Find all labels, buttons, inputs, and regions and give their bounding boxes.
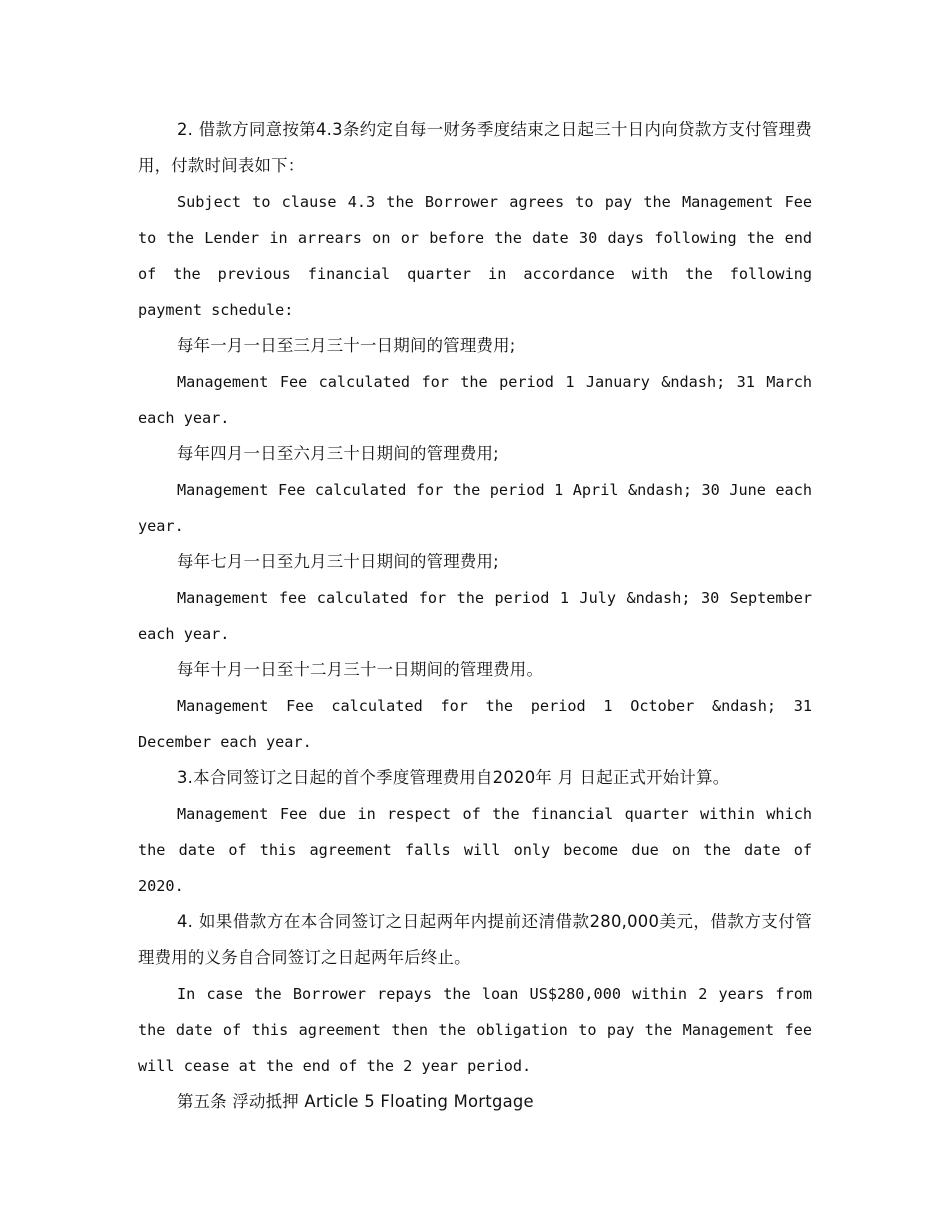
paragraph-en-q3: Management fee calculated for the period 1 July &ndash; 30 September each year. xyxy=(138,589,812,643)
paragraph-en-q2: Management Fee calculated for the period 1 April &ndash; 30 June each year. xyxy=(138,481,812,535)
paragraph-en-q1: Management Fee calculated for the period 1 January &ndash; 31 March each year. xyxy=(138,373,812,427)
paragraph-en-clause-3: Management Fee due in respect of the financial quarter within which the date of this agreement falls will only become due on the date of 2020. xyxy=(138,805,812,895)
paragraph-zh-q4: 每年十月一日至十二月三十一日期间的管理费用。 xyxy=(177,660,544,679)
paragraph-en-clause-4: In case the Borrower repays the loan US$280,000 within 2 years from the date of this agreement then the obligation to pay the Management fee will cease at the end of the 2 year period. xyxy=(138,985,812,1075)
paragraph-zh-q2: 每年四月一日至六月三十日期间的管理费用; xyxy=(177,444,499,463)
paragraph-zh-q3: 每年七月一日至九月三十日期间的管理费用; xyxy=(177,552,499,571)
article-5-heading: 第五条 浮动抵押 Article 5 Floating Mortgage xyxy=(177,1092,534,1111)
document-page xyxy=(138,112,812,1120)
paragraph-zh-clause-3: 3.本合同签订之日起的首个季度管理费用自2020年 月 日起正式开始计算。 xyxy=(177,768,730,787)
paragraph-zh-q1: 每年一月一日至三月三十一日期间的管理费用; xyxy=(177,336,516,355)
paragraph-en-q4: Management Fee calculated for the period 1 October &ndash; 31 December each year. xyxy=(138,697,812,751)
paragraph-zh-clause-2: 2. 借款方同意按第4.3条约定自每一财务季度结束之日起三十日内向贷款方支付管理费用，付款时间表如下： xyxy=(138,120,812,175)
paragraph-en-clause-2: Subject to clause 4.3 the Borrower agrees to pay the Management Fee to the Lender in arrears on or before the date 30 days following the end of the previous financial quarter in accordance with the following payment schedule: xyxy=(138,193,812,319)
paragraph-zh-clause-4: 4. 如果借款方在本合同签订之日起两年内提前还清借款280,000美元，借款方支付管理费用的义务自合同签订之日起两年后终止。 xyxy=(138,912,812,967)
